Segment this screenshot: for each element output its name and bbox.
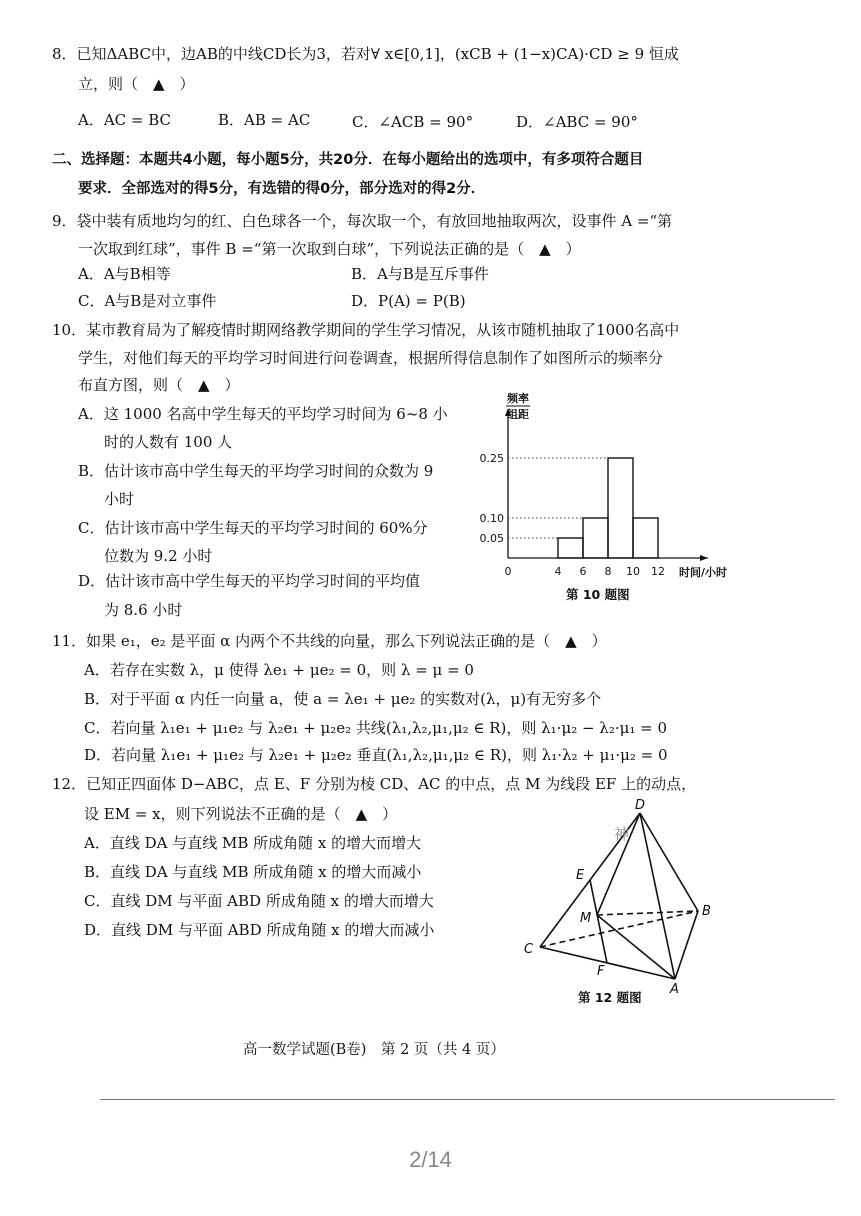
q9-line1: 9．袋中装有质地均匀的红、白色球各一个，每次取一个，有放回地抽取两次，设事件 A =“第 [52, 212, 673, 230]
q12-option-b: B．直线 DA 与直线 MB 所成角随 x 的增大而减小 [84, 863, 422, 881]
section2-heading-line2: 要求．全部选对的得5分，有选错的得0分，部分选对的得2分． [78, 181, 486, 197]
label-c: C [524, 942, 534, 957]
q11-option-b: B．对于平面 α 内任一向量 a，使 a = λe₁ + μe₂ 的实数对(λ，μ)有无穷多个 [84, 690, 602, 708]
y-axis-label-top: 频率 [507, 392, 529, 405]
q12-option-c: C．直线 DM 与平面 ABD 所成角随 x 的增大而增大 [84, 892, 434, 910]
q10-option-c-line1: C．估计该市高中学生每天的平均学习时间的 60%分 [78, 519, 428, 537]
q11-option-a: A．若存在实数 λ，μ 使得 λe₁ + μe₂ = 0，则 λ = μ = 0 [84, 661, 474, 679]
q10-option-b-line1: B．估计该市高中学生每天的平均学习时间的众数为 9 [78, 462, 434, 480]
label-d: D [635, 798, 646, 813]
q10-option-c-line2: 位数为 9.2 小时 [104, 547, 213, 565]
q10-line2: 学生，对他们每天的平均学习时间进行问卷调查，根据所得信息制作了如图所示的频率分 [78, 349, 664, 367]
label-m: M [580, 911, 592, 926]
histogram-bar [558, 538, 583, 558]
label-f: F [597, 964, 605, 979]
q12-line1: 12．已知正四面体 D−ABC，点 E、F 分别为棱 CD、AC 的中点，点 M 为线段 EF 上的动点， [52, 775, 697, 793]
segment-mb-hidden [597, 911, 698, 915]
q8-option-a: A．AC = BC [78, 111, 172, 129]
label-b: B [702, 904, 711, 919]
q9-option-a: A．A与B相等 [78, 265, 171, 283]
x-axis-label: 时间/小时 [678, 566, 728, 579]
x-tick-label: 8 [604, 565, 612, 578]
q8-option-b: B．AB = AC [218, 111, 311, 129]
q8-line1: 8．已知ΔABC中，边AB的中线CD长为3，若对∀ x∈[0,1]，(xCB + (1−x)CA)·CD ≥ 9 恒成 [52, 45, 679, 63]
histogram-bar [608, 458, 633, 558]
edge-db [640, 813, 698, 911]
y-axis-label-bottom: 组距 [507, 408, 529, 421]
q8-option-d: D．∠ABC = 90° [516, 113, 638, 131]
y-tick-label: 0.10 [479, 512, 504, 525]
frequency-histogram [470, 386, 750, 606]
q12-option-d: D．直线 DM 与平面 ABD 所成角随 x 的增大而减小 [84, 921, 435, 939]
tetrahedron-figure [510, 795, 740, 995]
q11-option-c: C．若向量 λ₁e₁ + μ₁e₂ 与 λ₂e₁ + μ₂e₂ 共线(λ₁,λ₂,μ₁,μ₂ ∈ R)，则 λ₁·μ₂ − λ₂·μ₁ = 0 [84, 719, 668, 737]
q10-option-b-line2: 小时 [104, 490, 135, 508]
q10-line1: 10．某市教育局为了解疫情时期网络教学期间的学生学习情况，从该市随机抽取了1000名高中 [52, 321, 680, 339]
q11-option-d: D．若向量 λ₁e₁ + μ₁e₂ 与 λ₂e₁ + μ₂e₂ 垂直(λ₁,λ₂,μ₁,μ₂ ∈ R)，则 λ₁·λ₂ + μ₁·μ₂ = 0 [84, 746, 668, 764]
label-e: E [576, 868, 585, 883]
histogram-bar [633, 518, 658, 558]
q8-line2: 立，则（ ▲ ） [78, 75, 195, 93]
histogram-bar [583, 518, 608, 558]
q10-option-d-line2: 为 8.6 小时 [104, 601, 183, 619]
edge-ab [675, 911, 698, 979]
y-tick-label: 0.25 [479, 452, 504, 465]
q10-line3: 布直方图，则（ ▲ ） [78, 376, 240, 394]
q12-line2: 设 EM = x，则下列说法不正确的是（ ▲ ） [84, 805, 398, 823]
page-footer: 高一数学试题(B卷) 第 2 页（共 4 页） [243, 1042, 505, 1058]
q12-option-a: A．直线 DA 与直线 MB 所成角随 x 的增大而增大 [84, 834, 422, 852]
footer-divider [100, 1099, 835, 1100]
x-tick-label: 4 [554, 565, 562, 578]
q10-figure-caption: 第 10 题图 [566, 587, 630, 602]
x-tick-label: 0 [504, 565, 512, 578]
y-tick-label: 0.05 [479, 532, 504, 545]
q9-option-d: D．P(A) = P(B) [351, 292, 466, 310]
x-tick-label: 6 [579, 565, 587, 578]
q10-option-a-line1: A．这 1000 名高中学生每天的平均学习时间为 6~8 小 [78, 405, 448, 423]
label-a: A [670, 982, 679, 995]
q10-option-a-line2: 时的人数有 100 人 [104, 433, 233, 451]
q9-option-c: C．A与B是对立事件 [78, 292, 217, 310]
x-tick-label: 10 [626, 565, 640, 578]
q12-figure-caption: 第 12 题图 [578, 990, 642, 1005]
watermark-text: 神 [614, 825, 630, 843]
q10-option-d-line1: D．估计该市高中学生每天的平均学习时间的平均值 [78, 572, 421, 590]
x-axis-arrow [700, 555, 708, 561]
x-tick-label: 12 [651, 565, 665, 578]
q8-option-c: C．∠ACB = 90° [352, 113, 474, 131]
q9-line2: 一次取到红球”，事件 B =“第一次取到白球”，下列说法正确的是（ ▲ ） [78, 240, 581, 258]
section2-heading-line1: 二、选择题：本题共4小题，每小题5分，共20分．在每小题给出的选项中，有多项符合题目 [52, 152, 644, 168]
q11-stem: 11．如果 e₁，e₂ 是平面 α 内两个不共线的向量，那么下列说法正确的是（ ▲ ） [52, 632, 607, 650]
page-indicator: 2/14 [409, 1147, 452, 1172]
q9-option-b: B．A与B是互斥事件 [351, 265, 489, 283]
